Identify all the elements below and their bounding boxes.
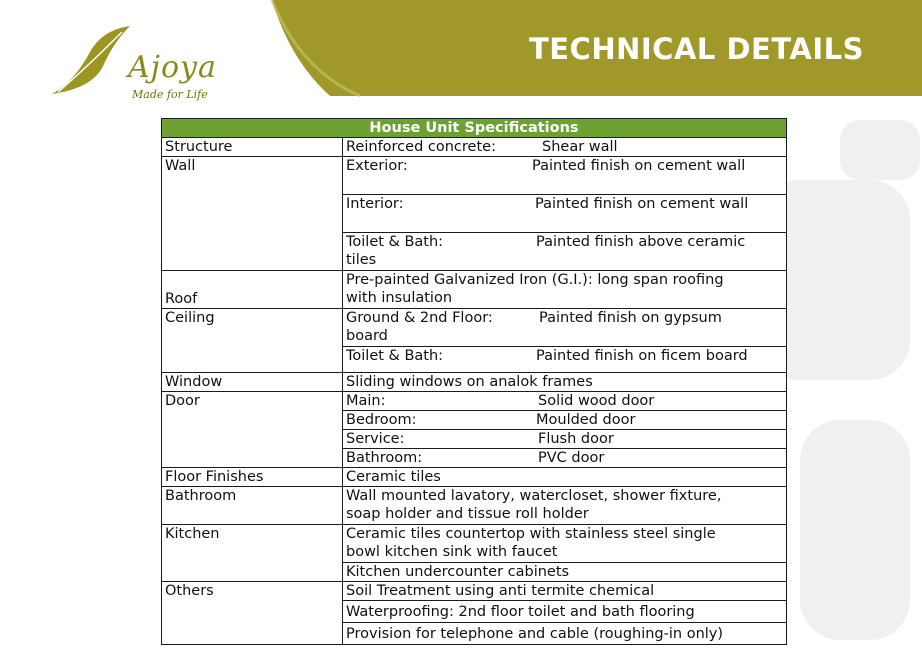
row-value — [343, 487, 787, 525]
row-value: Waterproofing: 2nd floor toilet and bath flooring — [343, 601, 787, 623]
row-label: Roof — [162, 271, 343, 309]
value-key: Reinforced concrete: — [346, 139, 496, 155]
table-row — [162, 392, 787, 411]
row-label: Wall — [162, 157, 343, 271]
table-row — [162, 468, 787, 487]
value-continuation: tiles — [346, 252, 377, 268]
row-label: Floor Finishes — [162, 468, 343, 487]
row-value — [343, 157, 787, 195]
row-label: Kitchen — [162, 525, 343, 582]
value-key: Bathroom: — [346, 450, 423, 466]
table-row — [162, 487, 787, 525]
value-detail: PVC door — [538, 450, 605, 466]
row-label: Window — [162, 373, 343, 392]
table-row — [162, 138, 787, 157]
value-detail: Painted finish on gypsum — [539, 310, 722, 326]
row-label: Door — [162, 392, 343, 468]
value-line: bowl kitchen sink with faucet — [346, 544, 558, 560]
value-line: Ceramic tiles countertop with stainless steel single — [346, 526, 716, 542]
logo-tagline: Made for Life — [132, 88, 208, 101]
row-value — [343, 347, 787, 373]
row-value — [343, 309, 787, 347]
table-row — [162, 373, 787, 392]
table-row — [162, 582, 787, 601]
background-shape — [800, 420, 910, 640]
value-key: Interior: — [346, 196, 404, 212]
page-title: TECHNICAL DETAILS — [528, 32, 864, 66]
value-detail: Painted finish on cement wall — [532, 158, 746, 174]
value-line: Wall mounted lavatory, watercloset, shower fixture, — [346, 488, 722, 504]
row-value: Sliding windows on analok frames — [343, 373, 787, 392]
row-value — [343, 430, 787, 449]
value-line: soap holder and tissue roll holder — [346, 506, 589, 522]
row-value: Provision for telephone and cable (roughing-in only) — [343, 623, 787, 645]
value-detail: Moulded door — [536, 412, 636, 428]
row-value — [343, 392, 787, 411]
row-value — [343, 138, 787, 157]
logo-wordmark: Ajoya — [128, 50, 217, 85]
ajoya-logo — [44, 22, 234, 112]
row-value — [343, 411, 787, 430]
value-key: Toilet & Bath: — [346, 348, 444, 364]
value-line: with insulation — [346, 290, 453, 306]
row-label: Others — [162, 582, 343, 645]
row-label: Bathroom — [162, 487, 343, 525]
value-detail: Painted finish on cement wall — [535, 196, 749, 212]
table-heading: House Unit Specifications — [162, 119, 787, 138]
row-value — [343, 233, 787, 271]
value-key: Service: — [346, 431, 405, 447]
value-key: Bedroom: — [346, 412, 417, 428]
specifications-table — [161, 118, 787, 645]
value-key: Toilet & Bath: — [346, 234, 444, 250]
value-key: Main: — [346, 393, 386, 409]
value-detail: Painted finish above ceramic — [536, 234, 746, 250]
row-value — [343, 449, 787, 468]
row-label: Ceiling — [162, 309, 343, 373]
row-label: Structure — [162, 138, 343, 157]
table-row — [162, 309, 787, 347]
background-shape — [840, 120, 920, 180]
table-row — [162, 271, 787, 309]
row-value: Kitchen undercounter cabinets — [343, 563, 787, 582]
value-line: Pre-painted Galvanized Iron (G.I.): long span roofing — [346, 272, 724, 288]
value-key: Exterior: — [346, 158, 408, 174]
row-value — [343, 271, 787, 309]
value-continuation: board — [346, 328, 388, 344]
value-detail: Flush door — [538, 431, 614, 447]
row-value — [343, 195, 787, 233]
table-header-row — [162, 119, 787, 138]
row-value: Ceramic tiles — [343, 468, 787, 487]
table-row — [162, 157, 787, 195]
value-detail: Painted finish on ficem board — [536, 348, 748, 364]
table-row — [162, 525, 787, 563]
value-detail: Solid wood door — [538, 393, 655, 409]
row-value — [343, 525, 787, 563]
value-key: Ground & 2nd Floor: — [346, 310, 493, 326]
value-detail: Shear wall — [542, 139, 618, 155]
row-value: Soil Treatment using anti termite chemical — [343, 582, 787, 601]
